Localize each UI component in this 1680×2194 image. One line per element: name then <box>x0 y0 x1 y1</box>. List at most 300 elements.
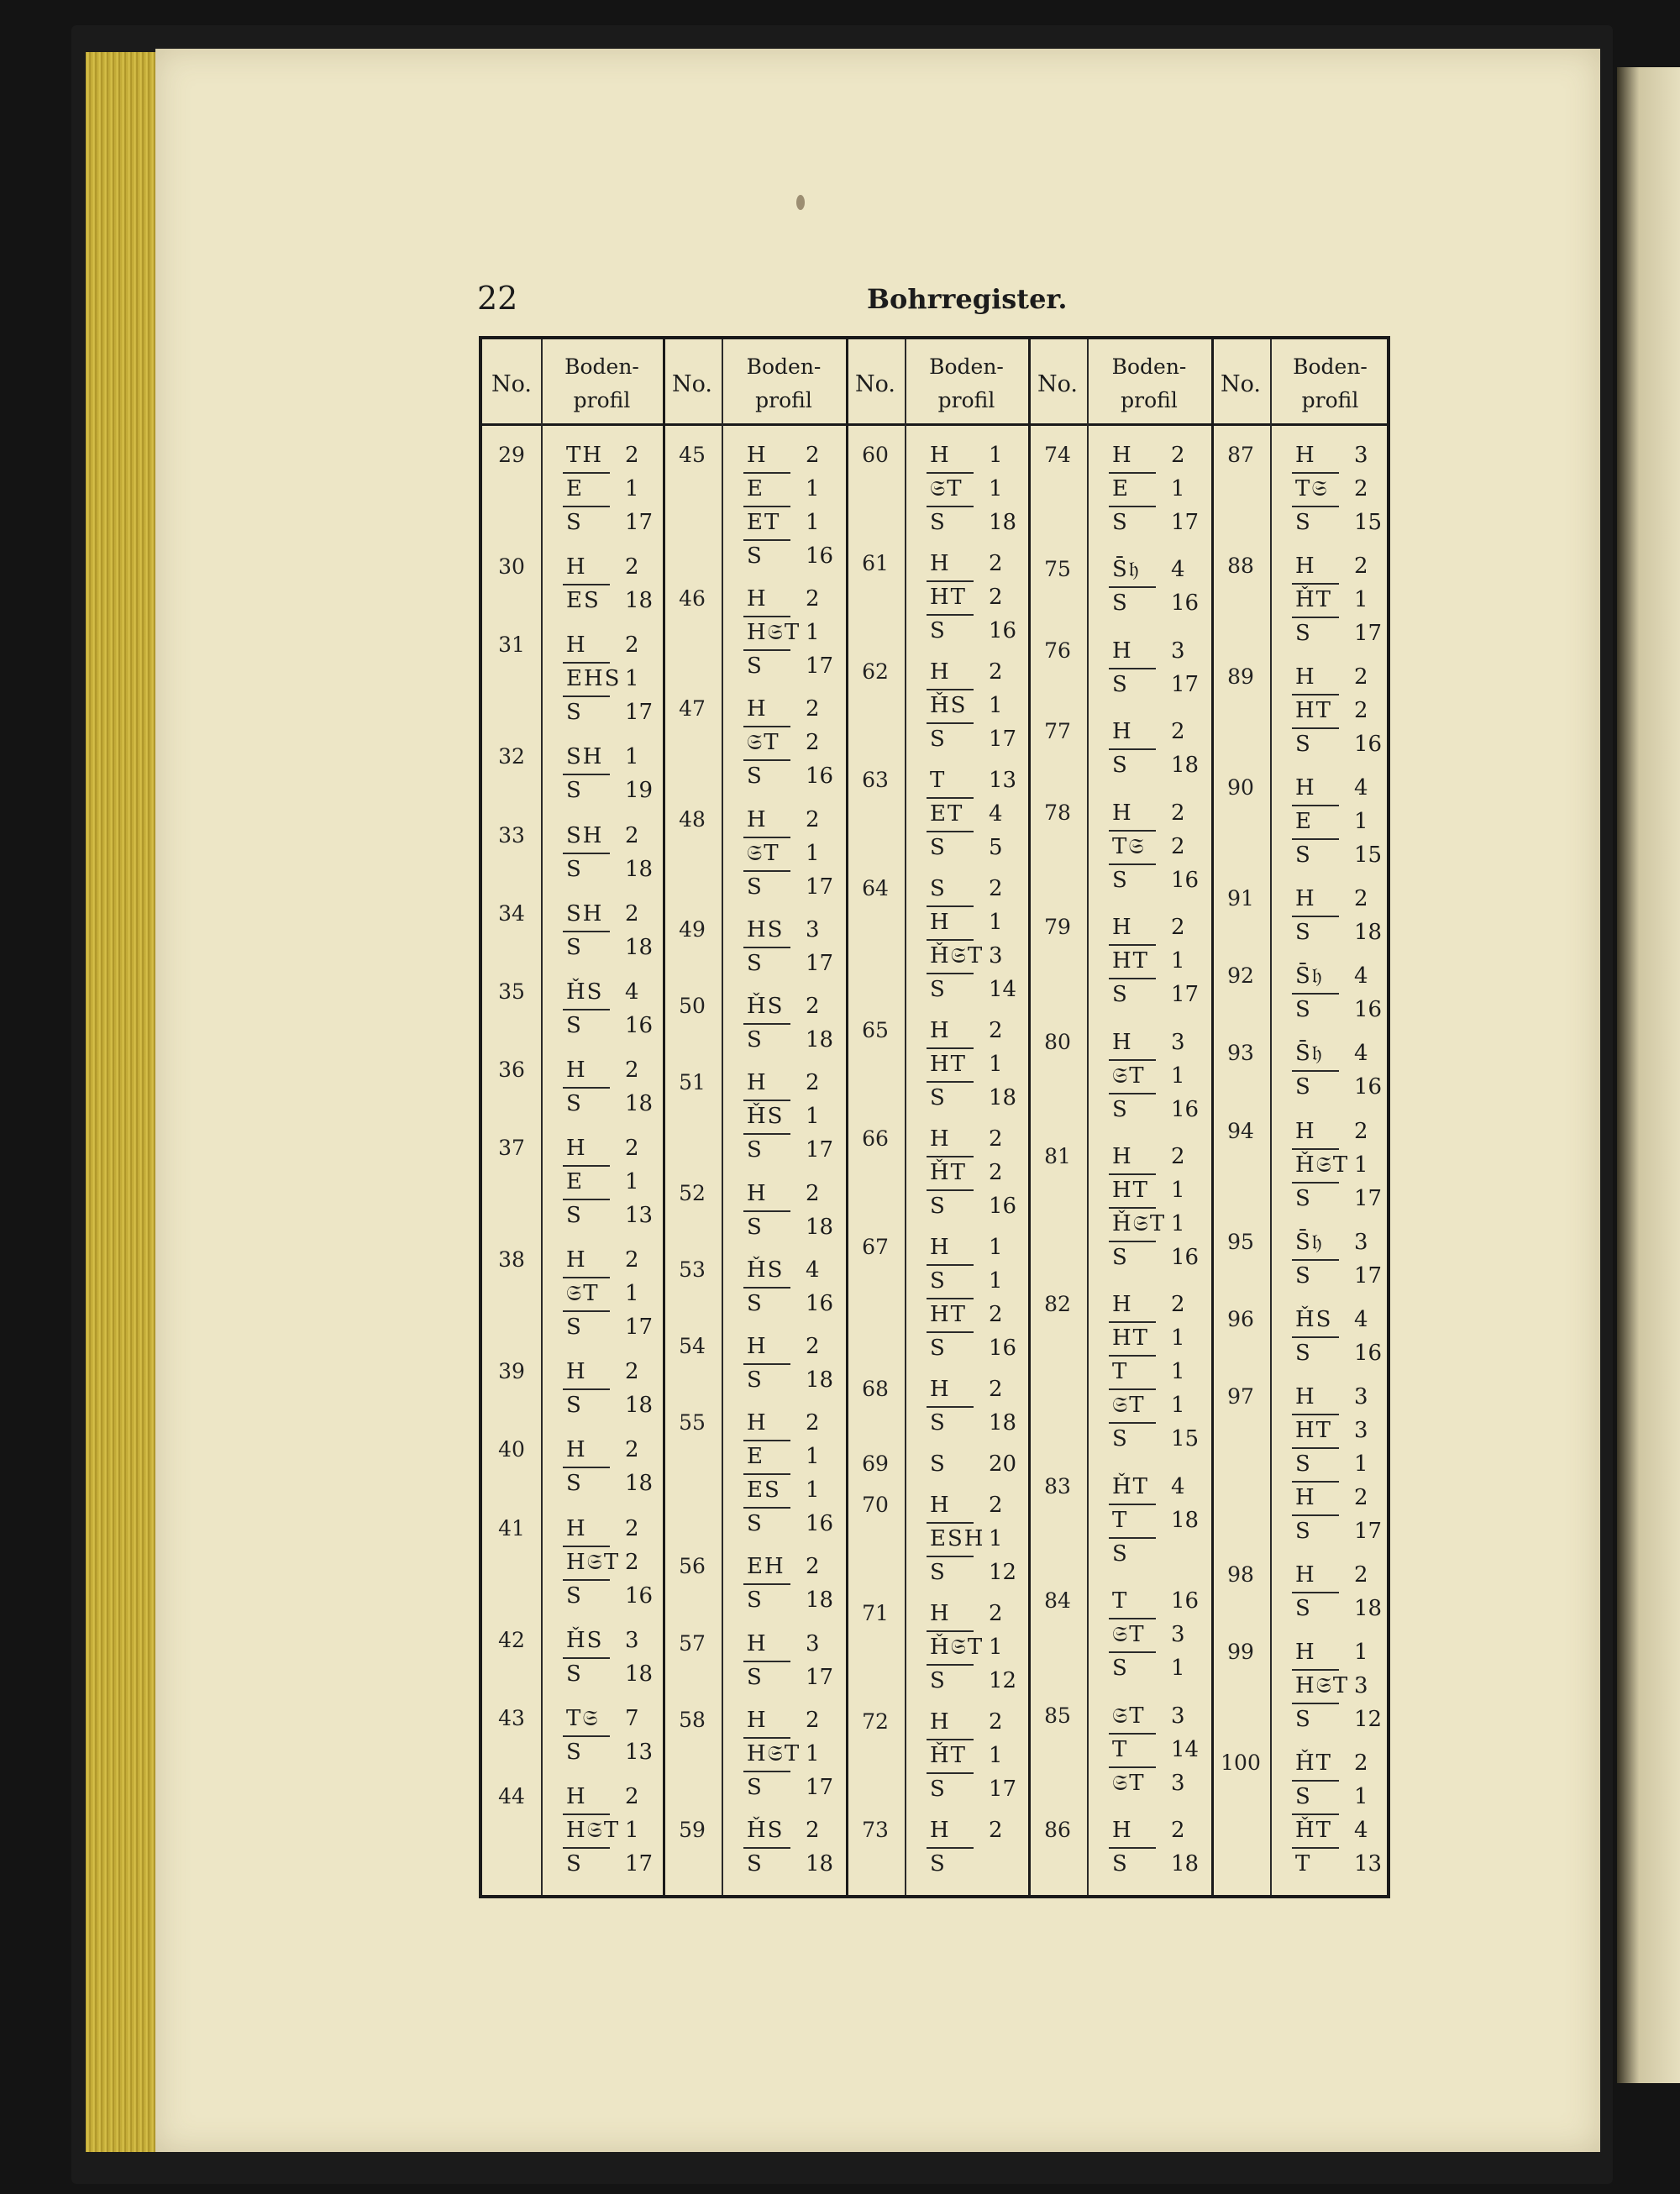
layer-depth: 2 <box>625 1784 639 1809</box>
layer-code: S <box>747 1664 764 1690</box>
layer-code: ET <box>930 801 964 827</box>
profile-layer <box>1273 838 1399 872</box>
layer-code: H <box>930 1493 951 1518</box>
no-column-divider <box>722 339 723 1895</box>
layer-code: E <box>747 1444 764 1470</box>
profile-layer <box>1090 634 1216 668</box>
layer-code: H <box>930 659 951 685</box>
entry-number: 95 <box>1227 1229 1254 1254</box>
soil-profile <box>908 764 1034 864</box>
layer-code: 𝔖T <box>747 730 780 756</box>
layer-code: T <box>930 768 947 793</box>
layer-depth: 18 <box>806 1851 834 1876</box>
entry-number: 45 <box>679 443 706 467</box>
profile-layer <box>908 973 1034 1006</box>
profile-layer <box>544 1199 670 1232</box>
layer-depth: 2 <box>625 1549 639 1575</box>
entry-number: 79 <box>1044 915 1071 940</box>
soil-profile <box>1090 715 1216 782</box>
profile-layer <box>908 580 1034 614</box>
profile-layer <box>1273 1148 1399 1182</box>
profile-layer <box>725 1406 851 1440</box>
entry-number: 83 <box>1044 1473 1071 1499</box>
entry-number: 32 <box>498 744 525 769</box>
profile-layer <box>908 1630 1034 1664</box>
soil-profile <box>725 1253 851 1320</box>
layer-code: S <box>930 1777 947 1802</box>
entry-number: 72 <box>862 1709 889 1734</box>
entry-number: 90 <box>1227 775 1254 800</box>
layer-code: H <box>1295 1383 1316 1409</box>
profile-layer <box>1090 472 1216 506</box>
layer-depth: 2 <box>989 585 1003 610</box>
layer-depth: 1 <box>806 510 820 535</box>
profile-layer <box>725 1066 851 1100</box>
entry-number: 93 <box>1227 1041 1254 1066</box>
profile-layer <box>1090 1847 1216 1881</box>
layer-depth: 2 <box>806 806 820 832</box>
layer-code: ES <box>747 1478 781 1504</box>
layer-depth: 1 <box>989 1052 1003 1077</box>
layer-depth: 1 <box>989 1526 1003 1551</box>
soil-profile <box>908 1488 1034 1589</box>
layer-code: S <box>1112 982 1129 1008</box>
entry-number: 100 <box>1221 1750 1261 1775</box>
layer-depth: 18 <box>1171 1851 1200 1876</box>
soil-profile <box>1090 1699 1216 1800</box>
layer-depth: 2 <box>625 1515 639 1541</box>
layer-code: H𝔖T <box>747 1740 801 1766</box>
layer-depth: 17 <box>1354 1185 1383 1211</box>
layer-depth: 3 <box>989 943 1003 968</box>
layer-code: H <box>566 1057 587 1083</box>
profile-layer <box>544 1087 670 1121</box>
entry-number: 96 <box>1227 1306 1254 1331</box>
layer-code: H <box>1112 1292 1133 1318</box>
profile-layer <box>1090 1388 1216 1422</box>
layer-depth: 17 <box>806 653 834 680</box>
layer-code: S <box>566 934 583 960</box>
layer-depth: 14 <box>1171 1736 1200 1762</box>
soil-profile <box>725 1066 851 1167</box>
soil-profile <box>1090 1584 1216 1685</box>
profile-layer <box>1090 506 1216 539</box>
entry-number: 67 <box>862 1235 889 1259</box>
header-no: No. <box>1037 370 1078 397</box>
entry-number: 58 <box>679 1707 706 1732</box>
profile-layer <box>725 1661 851 1694</box>
layer-depth: 2 <box>625 822 639 848</box>
profile-layer <box>1090 1699 1216 1733</box>
soil-profile <box>725 1627 851 1694</box>
layer-code: H <box>747 1333 768 1359</box>
entry-number: 75 <box>1044 557 1071 582</box>
header-bodenprofil: Boden- profil <box>1111 354 1187 412</box>
layer-code: H <box>930 910 951 935</box>
entry-number: 99 <box>1227 1639 1254 1664</box>
profile-layer <box>544 662 670 695</box>
layer-depth: 17 <box>1354 1262 1383 1289</box>
layer-code: S <box>1295 1340 1312 1366</box>
profile-layer <box>1090 1173 1216 1207</box>
layer-code: S <box>566 1203 583 1229</box>
layer-code: SH <box>566 822 604 848</box>
profile-layer <box>1273 1635 1399 1669</box>
layer-depth: 1 <box>625 1281 639 1307</box>
entry-number: 47 <box>679 696 706 722</box>
soil-profile <box>544 1355 670 1422</box>
layer-depth: 2 <box>1354 886 1368 912</box>
layer-code: S <box>930 1410 947 1436</box>
layer-depth: 2 <box>989 1709 1003 1735</box>
layer-code: S <box>1295 1262 1312 1289</box>
layer-code: S <box>1112 1851 1129 1876</box>
layer-code: HT <box>1112 948 1150 974</box>
soil-profile <box>544 438 670 539</box>
soil-profile <box>1090 1140 1216 1274</box>
layer-depth: 2 <box>806 1070 820 1096</box>
layer-code: S <box>1112 1096 1129 1122</box>
profile-layer <box>1090 1288 1216 1321</box>
entry-number: 33 <box>498 822 525 848</box>
profile-layer <box>1090 668 1216 701</box>
profile-layer <box>725 1737 851 1771</box>
layer-depth: 2 <box>1171 800 1185 826</box>
layer-depth: 1 <box>1171 1063 1185 1089</box>
entry-number: 91 <box>1227 886 1254 911</box>
entry-number: 70 <box>862 1493 889 1517</box>
layer-depth: 2 <box>806 994 820 1020</box>
layer-code: S <box>1295 920 1312 946</box>
layer-code: S <box>566 778 583 804</box>
soil-profile <box>725 582 851 683</box>
entry-number: 56 <box>679 1554 706 1579</box>
profile-layer <box>725 1100 851 1133</box>
layer-code: H <box>566 554 587 580</box>
layer-code: H <box>930 1235 951 1260</box>
layer-depth: 1 <box>989 693 1003 718</box>
layer-depth: 17 <box>1171 671 1200 697</box>
soil-profile <box>544 819 670 886</box>
soil-profile <box>725 1813 851 1881</box>
layer-code: S <box>1112 671 1129 697</box>
layer-depth: 16 <box>989 618 1017 643</box>
layer-depth: 2 <box>625 554 639 580</box>
layer-depth: 17 <box>625 1851 654 1876</box>
profile-layer <box>1273 1070 1399 1104</box>
entry-number: 64 <box>862 876 889 900</box>
layer-depth: 16 <box>989 1194 1017 1219</box>
soil-profile <box>1273 438 1399 539</box>
entry-number: 76 <box>1044 638 1071 663</box>
soil-profile <box>544 1512 670 1613</box>
profile-layer <box>1090 863 1216 897</box>
layer-depth: 14 <box>989 977 1017 1002</box>
soil-profile <box>908 872 1034 1006</box>
layer-code: H𝔖T <box>747 620 801 646</box>
layer-code: 𝔖T <box>1112 1770 1146 1796</box>
entry-number: 88 <box>1227 554 1254 579</box>
layer-depth: 2 <box>989 1126 1003 1152</box>
layer-code: HT <box>930 585 968 610</box>
profile-layer <box>544 472 670 506</box>
layer-depth: 2 <box>625 1359 639 1385</box>
soil-profile <box>544 1624 670 1691</box>
entry-number: 35 <box>498 979 525 1004</box>
profile-layer <box>1273 1813 1399 1847</box>
profile-layer <box>1273 916 1399 949</box>
layer-depth: 4 <box>806 1257 820 1283</box>
entry-number: 81 <box>1044 1143 1071 1168</box>
profile-layer <box>1273 1780 1399 1813</box>
profile-layer <box>1090 911 1216 944</box>
entry-number: 85 <box>1044 1703 1071 1728</box>
entry-number: 50 <box>679 994 706 1019</box>
entry-number: 52 <box>679 1180 706 1205</box>
layer-code: 𝔖T <box>1112 1703 1146 1729</box>
layer-code: S <box>930 618 947 643</box>
profile-layer <box>544 774 670 807</box>
layer-depth: 1 <box>989 1635 1003 1660</box>
layer-code: H <box>1112 1029 1133 1055</box>
layer-code: S <box>1295 1518 1312 1544</box>
layer-code: H <box>747 696 768 722</box>
layer-depth: 4 <box>989 801 1003 827</box>
layer-depth: 4 <box>1354 1041 1368 1067</box>
entry-number: 66 <box>862 1126 889 1151</box>
profile-layer <box>725 1813 851 1847</box>
layer-code: 𝔖T <box>1112 1393 1146 1419</box>
layer-code: S <box>1112 867 1129 893</box>
profile-layer <box>544 1310 670 1344</box>
layer-code: S <box>1112 1426 1129 1452</box>
layer-depth: 17 <box>806 950 834 976</box>
profile-layer <box>1090 1241 1216 1274</box>
soil-profile <box>544 1433 670 1500</box>
layer-depth: 17 <box>989 1777 1017 1802</box>
entry-number: 98 <box>1227 1562 1254 1587</box>
soil-profile <box>544 975 670 1042</box>
layer-depth: 4 <box>1354 1306 1368 1332</box>
soil-profile <box>908 1122 1034 1223</box>
layer-code: H <box>1112 443 1133 468</box>
layer-code: S <box>747 1774 764 1800</box>
layer-depth: 2 <box>1354 1562 1368 1588</box>
layer-depth: 2 <box>1171 915 1185 941</box>
layer-code: S <box>747 764 764 790</box>
header-rule <box>482 423 1387 426</box>
layer-code: HT <box>930 1052 968 1077</box>
layer-depth: 3 <box>1354 1229 1368 1255</box>
header-no: No. <box>672 370 712 397</box>
layer-depth: 18 <box>625 1471 654 1497</box>
layer-depth: 1 <box>1171 948 1185 974</box>
profile-layer <box>1273 1669 1399 1703</box>
soil-profile <box>908 1447 1034 1481</box>
profile-layer <box>725 1133 851 1167</box>
soil-profile <box>725 438 851 573</box>
layer-depth: 16 <box>1354 997 1383 1023</box>
layer-code: H <box>566 1515 587 1541</box>
layer-code: ȞT <box>1112 1473 1150 1499</box>
layer-depth: 16 <box>625 1583 654 1609</box>
profile-layer <box>544 975 670 1009</box>
profile-layer <box>544 1388 670 1422</box>
entry-number: 55 <box>679 1410 706 1436</box>
layer-code: H <box>1112 1818 1133 1843</box>
layer-depth: 2 <box>1354 1118 1368 1144</box>
layer-depth: 16 <box>806 1290 834 1316</box>
profile-layer <box>1273 549 1399 583</box>
profile-layer <box>908 872 1034 905</box>
layer-code: S <box>1295 1784 1312 1809</box>
layer-code: SH <box>566 900 604 926</box>
profile-layer <box>544 1579 670 1613</box>
profile-layer <box>544 628 670 662</box>
layer-code: S̄𝔥 <box>1295 963 1324 989</box>
layer-depth: 2 <box>989 1377 1003 1402</box>
header-bodenprofil: Boden- profil <box>746 354 822 412</box>
layer-code: S <box>1112 590 1129 617</box>
layer-code: H <box>1112 800 1133 826</box>
profile-layer <box>725 649 851 683</box>
profile-layer <box>544 819 670 853</box>
layer-code: S <box>1112 1244 1129 1270</box>
layer-code: H <box>1112 915 1133 941</box>
soil-profile <box>1273 1303 1399 1370</box>
layer-code: S <box>1295 1074 1312 1100</box>
layer-depth: 1 <box>989 476 1003 501</box>
profile-layer <box>544 1243 670 1277</box>
profile-layer <box>908 1664 1034 1698</box>
profile-layer <box>908 1522 1034 1556</box>
entry-number: 38 <box>498 1247 525 1273</box>
layer-code: EH <box>747 1554 785 1580</box>
layer-depth: 1 <box>1171 1393 1185 1419</box>
layer-depth: 1 <box>806 1478 820 1504</box>
column-divider <box>1028 339 1031 1895</box>
soil-profile <box>908 1014 1034 1115</box>
soil-profile <box>908 438 1034 539</box>
layer-code: S <box>930 1851 947 1876</box>
soil-profile <box>1273 1746 1399 1881</box>
layer-code: ȞS <box>747 1257 785 1283</box>
profile-layer <box>544 1053 670 1087</box>
soil-profile <box>544 1131 670 1232</box>
column-divider <box>846 339 848 1895</box>
layer-code: H <box>566 632 587 659</box>
profile-layer <box>908 547 1034 580</box>
profile-layer <box>544 1355 670 1388</box>
entry-number: 97 <box>1227 1383 1254 1409</box>
profile-layer <box>725 1023 851 1057</box>
layer-code: Ȟ𝔖T <box>930 943 984 968</box>
profile-layer <box>544 1813 670 1847</box>
layer-depth: 16 <box>1171 1588 1200 1614</box>
layer-depth: 3 <box>1171 1770 1185 1796</box>
layer-code: S <box>930 1451 947 1477</box>
profile-layer <box>1090 830 1216 863</box>
layer-code: H <box>566 1247 587 1273</box>
entry-number: 36 <box>498 1057 525 1082</box>
layer-depth: 18 <box>989 510 1017 535</box>
profile-layer <box>544 1131 670 1165</box>
layer-depth: 16 <box>1171 1096 1200 1122</box>
profile-layer <box>1273 1481 1399 1514</box>
layer-depth: 18 <box>625 588 654 614</box>
entry-number: 51 <box>679 1070 706 1095</box>
layer-code: S <box>1112 1541 1129 1567</box>
soil-profile <box>1273 1037 1399 1104</box>
profile-layer <box>1090 1140 1216 1173</box>
entry-number: 39 <box>498 1359 525 1384</box>
profile-layer <box>1090 1618 1216 1651</box>
profile-layer <box>725 1253 851 1287</box>
layer-code: S <box>566 1090 583 1116</box>
layer-depth: 3 <box>1354 443 1368 468</box>
soil-profile <box>544 1053 670 1121</box>
soil-profile <box>544 740 670 807</box>
layer-depth: 15 <box>1354 842 1383 869</box>
soil-profile <box>1090 553 1216 620</box>
layer-code: S <box>1295 997 1312 1023</box>
profile-layer <box>725 947 851 980</box>
layer-depth: 18 <box>625 1393 654 1419</box>
layer-code: S <box>566 1393 583 1419</box>
layer-depth: 1 <box>806 620 820 646</box>
entry-number: 29 <box>498 443 525 467</box>
soil-profile <box>725 1703 851 1804</box>
layer-code: S <box>747 1137 764 1163</box>
layer-depth: 1 <box>806 476 820 501</box>
soil-profile <box>1273 549 1399 650</box>
soil-profile <box>908 1231 1034 1365</box>
layer-code: S <box>747 653 764 680</box>
profile-layer <box>1273 882 1399 916</box>
layer-code: H <box>747 1070 768 1096</box>
layer-code: S <box>930 835 947 860</box>
profile-layer <box>908 689 1034 722</box>
soil-profile <box>1090 1470 1216 1571</box>
layer-code: HT <box>930 1302 968 1327</box>
profile-layer <box>544 897 670 931</box>
profile-layer <box>908 506 1034 539</box>
profile-layer <box>1090 1733 1216 1766</box>
profile-layer <box>1273 1182 1399 1215</box>
profile-layer <box>908 939 1034 973</box>
layer-code: E <box>566 476 584 501</box>
entry-number: 82 <box>1044 1292 1071 1317</box>
entry-number: 48 <box>679 806 706 832</box>
soil-profile <box>1273 660 1399 761</box>
profile-layer <box>544 438 670 472</box>
layer-code: Ȟ𝔖T <box>1295 1152 1350 1178</box>
header-bodenprofil: Boden- profil <box>564 354 639 412</box>
soil-profile <box>908 1813 1034 1881</box>
soil-profile <box>1273 1380 1399 1548</box>
profile-layer <box>908 722 1034 756</box>
column-divider <box>663 339 665 1895</box>
profile-layer <box>725 1627 851 1661</box>
layer-code: H <box>930 1126 951 1152</box>
entry-number: 92 <box>1227 963 1254 989</box>
soil-profile <box>1273 1226 1399 1293</box>
profile-layer <box>1273 727 1399 761</box>
profile-layer <box>1090 438 1216 472</box>
layer-depth: 2 <box>1354 1484 1368 1510</box>
layer-code: 𝔖T <box>1112 1063 1146 1089</box>
layer-code: S <box>747 1588 764 1614</box>
